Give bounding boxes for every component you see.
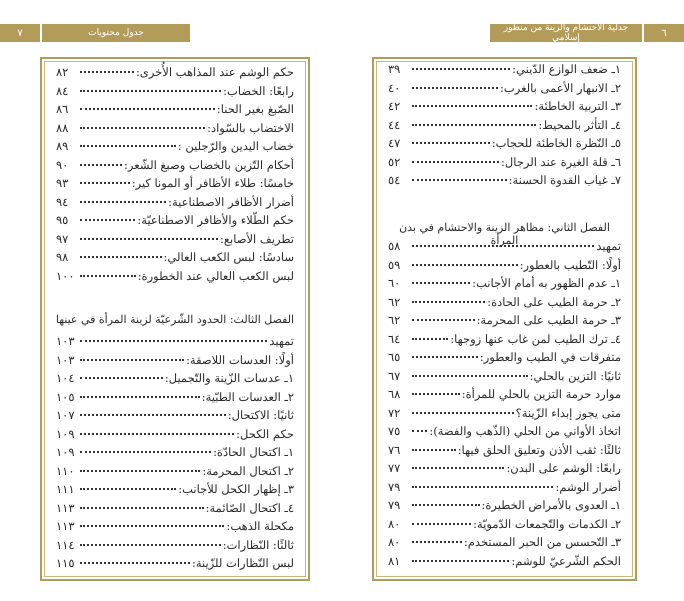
entry-page: ٨٦ bbox=[56, 102, 69, 116]
dot-leader bbox=[412, 486, 553, 488]
entry-page: ٨٠ bbox=[388, 535, 401, 549]
entry-title: تمهيد bbox=[596, 239, 621, 253]
dot-leader bbox=[80, 525, 224, 527]
toc-entry[interactable] bbox=[388, 136, 621, 155]
entry-page: ٧٩ bbox=[388, 498, 401, 512]
entry-title: مكحلة الذهب: bbox=[226, 519, 294, 533]
entry-page: ٤٤ bbox=[388, 117, 401, 132]
toc-entry[interactable] bbox=[56, 445, 294, 464]
toc-entry[interactable] bbox=[56, 84, 294, 103]
entry-title: ٢ـ العدسات الطبّية: bbox=[201, 389, 294, 404]
entry-page: ٧٥ bbox=[388, 424, 401, 438]
entry-page: ١٠٠ bbox=[56, 268, 75, 283]
toc-entry[interactable] bbox=[388, 554, 621, 573]
entry-title: ١ـ اكتحال الحادّة: bbox=[213, 445, 294, 459]
dot-leader bbox=[412, 338, 448, 340]
entry-title: لبس النّظارات للزّينة: bbox=[192, 556, 294, 570]
entry-title: رابعًا: الوشم على البدن: bbox=[506, 461, 621, 475]
entry-page: ٨٤ bbox=[56, 83, 69, 98]
dot-leader bbox=[80, 396, 200, 398]
dot-leader bbox=[80, 145, 176, 147]
toc-entry[interactable] bbox=[56, 334, 294, 353]
dot-leader bbox=[412, 301, 485, 303]
toc-entry[interactable] bbox=[388, 173, 621, 192]
toc-entry[interactable] bbox=[388, 387, 621, 406]
entry-page: ٨٢ bbox=[56, 65, 69, 79]
dot-leader bbox=[80, 433, 234, 435]
entry-page: ٤٧ bbox=[388, 136, 401, 150]
entry-page: ٤٢ bbox=[388, 99, 401, 113]
entry-page: ٩٤ bbox=[56, 194, 69, 209]
entry-title: سادسًا: لبس الكعب العالي: bbox=[163, 250, 294, 264]
toc-list bbox=[388, 239, 621, 572]
page-number: ٧ bbox=[17, 27, 23, 39]
entry-page: ٧٩ bbox=[388, 479, 401, 494]
entry-title: ٤ـ ترك الطيب لمن غاب عنها زوجها: bbox=[450, 331, 621, 346]
entry-page: ١٠٩ bbox=[56, 426, 75, 441]
entry-title: ٢ـ حرمة الطيب على الحادة: bbox=[487, 294, 621, 309]
entry-page: ٦٢ bbox=[388, 294, 401, 309]
toc-entry[interactable] bbox=[388, 62, 621, 81]
entry-page: ٥٨ bbox=[388, 239, 401, 253]
dot-leader bbox=[80, 562, 190, 564]
entry-title: ٦ـ قلة الغيرة عند الرجال: bbox=[501, 154, 621, 169]
header-title: جدلية الاحتشام والزينة من منظور إسلامي bbox=[503, 23, 629, 43]
left-page-toc bbox=[40, 57, 310, 581]
entry-page: ١٠٩ bbox=[56, 445, 75, 459]
entry-title: أضرار الوشم: bbox=[555, 479, 621, 494]
dot-leader bbox=[412, 449, 456, 451]
entry-title: ٢ـ الكدمات والتّجمعات الدّمويّة: bbox=[473, 516, 621, 531]
dot-leader bbox=[412, 412, 514, 414]
toc-entry[interactable] bbox=[56, 269, 294, 288]
entry-page: ٩٥ bbox=[56, 213, 69, 227]
entry-page: ٥٩ bbox=[388, 257, 401, 272]
header-title: جدول محتويات bbox=[88, 28, 144, 38]
toc-entry[interactable] bbox=[388, 295, 621, 314]
dot-leader bbox=[412, 319, 475, 321]
entry-title: متفرقات في الطيب والعطور: bbox=[479, 350, 621, 364]
dot-leader bbox=[80, 451, 211, 453]
entry-page: ١١٥ bbox=[56, 556, 75, 570]
dot-leader bbox=[80, 127, 205, 129]
entry-title: لبس الكعب العالي عند الخطورة: bbox=[137, 268, 294, 283]
entry-title: ١ـ عدسات الزّينة والتّجميل: bbox=[164, 371, 294, 385]
entry-title: رابعًا: الخضاب: bbox=[223, 83, 294, 98]
entry-page: ٨٩ bbox=[56, 139, 69, 153]
entry-title: موارد حرمة التزين بالحلي للمرأة: bbox=[461, 387, 621, 401]
toc-entry[interactable] bbox=[56, 102, 294, 121]
toc-entry[interactable] bbox=[56, 353, 294, 372]
dot-leader bbox=[412, 105, 532, 107]
dot-leader bbox=[412, 430, 427, 432]
dot-leader bbox=[80, 340, 267, 342]
dot-leader bbox=[412, 375, 528, 377]
dot-leader bbox=[412, 124, 536, 126]
entry-title: ٧ـ غياب القدوة الحسنة: bbox=[508, 173, 621, 187]
dot-leader bbox=[80, 256, 162, 258]
dot-leader bbox=[80, 414, 226, 416]
entry-title: أضرار الأظافر الاصطناعية: bbox=[168, 194, 294, 209]
entry-page: ٨٨ bbox=[56, 120, 69, 135]
dot-leader bbox=[80, 219, 135, 221]
toc-entry[interactable] bbox=[56, 427, 294, 446]
dot-leader bbox=[80, 238, 218, 240]
toc-entry[interactable] bbox=[56, 232, 294, 251]
entry-title: ٤ـ اكتحال الصّائمة: bbox=[205, 500, 294, 515]
entry-title: ٥ـ النّظرة الخاطئة للحجاب: bbox=[491, 136, 621, 150]
chapter-heading: الفصل الثاني: مظاهر الزينة والاحتشام في بدن المرأة bbox=[399, 221, 610, 247]
entry-page: ١١١ bbox=[56, 482, 75, 496]
toc-entry[interactable] bbox=[56, 464, 294, 483]
entry-page: ٥٤ bbox=[388, 173, 401, 187]
dot-leader bbox=[80, 377, 163, 379]
toc-entry[interactable] bbox=[388, 461, 621, 480]
toc-entry[interactable] bbox=[56, 65, 294, 84]
entry-title: ٤ـ التأثر بالمحيط: bbox=[538, 117, 621, 132]
entry-title: الصّبغ بغير الحنا: bbox=[216, 102, 294, 116]
dot-leader bbox=[80, 544, 221, 546]
toc-entry[interactable] bbox=[56, 371, 294, 390]
dot-leader bbox=[412, 87, 498, 89]
toc-entry[interactable] bbox=[388, 424, 621, 443]
toc-entry[interactable] bbox=[388, 535, 621, 554]
dot-leader bbox=[412, 264, 518, 266]
entry-title: الاختضاب بالسّواد: bbox=[207, 120, 294, 135]
toc-entry[interactable] bbox=[56, 139, 294, 158]
toc-entry[interactable] bbox=[56, 482, 294, 501]
dot-leader bbox=[412, 541, 462, 543]
entry-page: ١١٣ bbox=[56, 519, 75, 533]
entry-title: ثانيًا: التزين بالحلي: bbox=[529, 368, 621, 383]
dot-leader bbox=[80, 108, 215, 110]
entry-page: ٨٠ bbox=[388, 516, 401, 531]
entry-title: تمهيد bbox=[269, 334, 294, 348]
entry-title: ١ـ العدوى بالأمراض الخطيرة: bbox=[481, 498, 621, 512]
dot-leader bbox=[80, 182, 130, 184]
toc-entry[interactable] bbox=[388, 81, 621, 100]
dot-leader bbox=[412, 142, 490, 144]
toc-entry[interactable] bbox=[388, 369, 621, 388]
entry-page: ٦٠ bbox=[388, 276, 401, 290]
entry-page: ٧٢ bbox=[388, 405, 401, 420]
entry-page: ٦٨ bbox=[388, 387, 401, 401]
entry-page: ١٠٣ bbox=[56, 334, 75, 348]
entry-page: ١٠٣ bbox=[56, 352, 75, 367]
toc-list bbox=[388, 62, 621, 192]
entry-title: حكم الطّلاء والأظافر الاصطناعيّة: bbox=[137, 213, 294, 227]
chapter-heading: الفصل الثالث: الحدود الشّرعيّة لزينة المرأة في عينها bbox=[55, 313, 295, 326]
entry-title: ٣ـ إظهار الكحل للأجانب: bbox=[178, 482, 294, 496]
entry-page: ١٠٤ bbox=[56, 371, 75, 385]
toc-entry[interactable] bbox=[56, 176, 294, 195]
dot-leader bbox=[412, 560, 509, 562]
toc-entry[interactable] bbox=[56, 408, 294, 427]
toc-entry[interactable] bbox=[56, 250, 294, 269]
toc-entry[interactable] bbox=[388, 443, 621, 462]
toc-entry[interactable] bbox=[56, 501, 294, 520]
dot-leader bbox=[80, 201, 166, 203]
entry-title: ١ـ ضعف الوازع الدّيني: bbox=[512, 62, 621, 76]
toc-entry[interactable] bbox=[388, 276, 621, 295]
entry-page: ٩٠ bbox=[56, 157, 69, 172]
toc-list bbox=[56, 65, 294, 287]
entry-title: ٢ـ الانبهار الأعمى بالغرب: bbox=[500, 80, 621, 95]
dot-leader bbox=[80, 90, 221, 92]
entry-page: ٥٢ bbox=[388, 154, 401, 169]
dot-leader bbox=[412, 245, 594, 247]
entry-title: أولًا: التّطيب بالعطور: bbox=[519, 257, 621, 272]
dot-leader bbox=[80, 470, 200, 472]
page-number: ٦ bbox=[661, 27, 667, 39]
entry-title: أولًا: العدسات اللاصقة: bbox=[186, 352, 294, 367]
dot-leader bbox=[412, 282, 470, 284]
entry-title: خامسًا: طلاء الأظافر أو المونا كير: bbox=[131, 176, 294, 190]
dot-leader bbox=[412, 523, 471, 525]
entry-page: ١١٤ bbox=[56, 537, 75, 552]
toc-entry[interactable] bbox=[56, 121, 294, 140]
entry-title: أحكام التّزين بالخضاب وصبغ الشّعر: bbox=[124, 157, 294, 172]
toc-entry[interactable] bbox=[56, 158, 294, 177]
entry-title: ١ـ عدم الظهور به أمام الأجانب: bbox=[472, 276, 621, 290]
dot-leader bbox=[412, 68, 510, 70]
toc-entry[interactable] bbox=[388, 480, 621, 499]
toc-entry[interactable] bbox=[56, 195, 294, 214]
toc-entry[interactable] bbox=[56, 538, 294, 557]
dot-leader bbox=[80, 359, 184, 361]
dot-leader bbox=[80, 71, 134, 73]
entry-page: ٩٧ bbox=[56, 231, 69, 246]
toc-entry[interactable] bbox=[388, 332, 621, 351]
toc-entry[interactable] bbox=[388, 239, 621, 258]
entry-title: ثالثًا: ثقب الأذن وتعليق الحلق فيها: bbox=[457, 442, 621, 457]
entry-title: ٣ـ حرمة الطيب على المحرمة: bbox=[476, 313, 621, 327]
entry-page: ١١٣ bbox=[56, 500, 75, 515]
left-page-header bbox=[0, 24, 190, 42]
entry-title: حكم الكحل: bbox=[236, 426, 294, 441]
entry-page: ٧٦ bbox=[388, 442, 401, 457]
dot-leader bbox=[80, 275, 136, 277]
entry-title: ثالثًا: النّظارات: bbox=[222, 537, 294, 552]
toc-entry[interactable] bbox=[56, 390, 294, 409]
entry-page: ٤٠ bbox=[388, 80, 401, 95]
entry-title: ٢ـ اكتحال المحرمة: bbox=[202, 463, 294, 478]
toc-entry[interactable] bbox=[388, 498, 621, 517]
entry-title: ٣ـ التّحسس من الحبر المستخدم: bbox=[463, 535, 621, 549]
entry-title: الحكم الشّرعيّ للوشم: bbox=[511, 553, 621, 568]
entry-page: ٩٣ bbox=[56, 176, 69, 190]
dot-leader bbox=[412, 161, 499, 163]
entry-page: ٦٤ bbox=[388, 331, 401, 346]
entry-title: ثانيًا: الاكتحال: bbox=[227, 408, 294, 422]
entry-title: حكم الوشم عند المذاهب الأُخرى: bbox=[135, 65, 294, 79]
toc-entry[interactable] bbox=[388, 155, 621, 174]
entry-page: ٦٢ bbox=[388, 313, 401, 327]
entry-page: ٦٧ bbox=[388, 368, 401, 383]
entry-title: خضاب اليدين والرّجلين : bbox=[177, 139, 294, 153]
dot-leader bbox=[80, 164, 122, 166]
dot-leader bbox=[80, 507, 204, 509]
entry-page: ١٠٧ bbox=[56, 408, 75, 422]
entry-title: متى يجوز إبداء الزّينة؟ bbox=[515, 405, 621, 420]
toc-entry[interactable] bbox=[56, 213, 294, 232]
dot-leader bbox=[412, 356, 478, 358]
dot-leader bbox=[412, 504, 480, 506]
dot-leader bbox=[412, 393, 460, 395]
right-page-toc bbox=[372, 57, 637, 581]
entry-page: ١١٠ bbox=[56, 463, 75, 478]
toc-entry[interactable] bbox=[388, 258, 621, 277]
entry-page: ٨١ bbox=[388, 553, 401, 568]
toc-entry[interactable] bbox=[388, 99, 621, 118]
right-page-header bbox=[490, 24, 684, 42]
entry-page: ١٠٥ bbox=[56, 389, 75, 404]
entry-title: ٣ـ التربية الخاطئة: bbox=[534, 99, 621, 113]
toc-entry[interactable] bbox=[388, 406, 621, 425]
dot-leader bbox=[80, 488, 176, 490]
entry-page: ٧٧ bbox=[388, 461, 401, 475]
toc-entry[interactable] bbox=[388, 118, 621, 137]
toc-entry[interactable] bbox=[56, 556, 294, 575]
toc-entry[interactable] bbox=[388, 517, 621, 536]
entry-title: اتخاذ الأواني من الحلي (الذّهب والفضة): bbox=[429, 424, 621, 438]
toc-list bbox=[56, 334, 294, 575]
toc-entry[interactable] bbox=[388, 313, 621, 332]
dot-leader bbox=[412, 467, 504, 469]
entry-title: تطريف الأصابع: bbox=[220, 231, 294, 246]
toc-entry[interactable] bbox=[388, 350, 621, 369]
entry-page: ٩٨ bbox=[56, 250, 69, 264]
toc-entry[interactable] bbox=[56, 519, 294, 538]
dot-leader bbox=[412, 179, 507, 181]
entry-page: ٦٥ bbox=[388, 350, 401, 364]
entry-page: ٣٩ bbox=[388, 62, 401, 76]
